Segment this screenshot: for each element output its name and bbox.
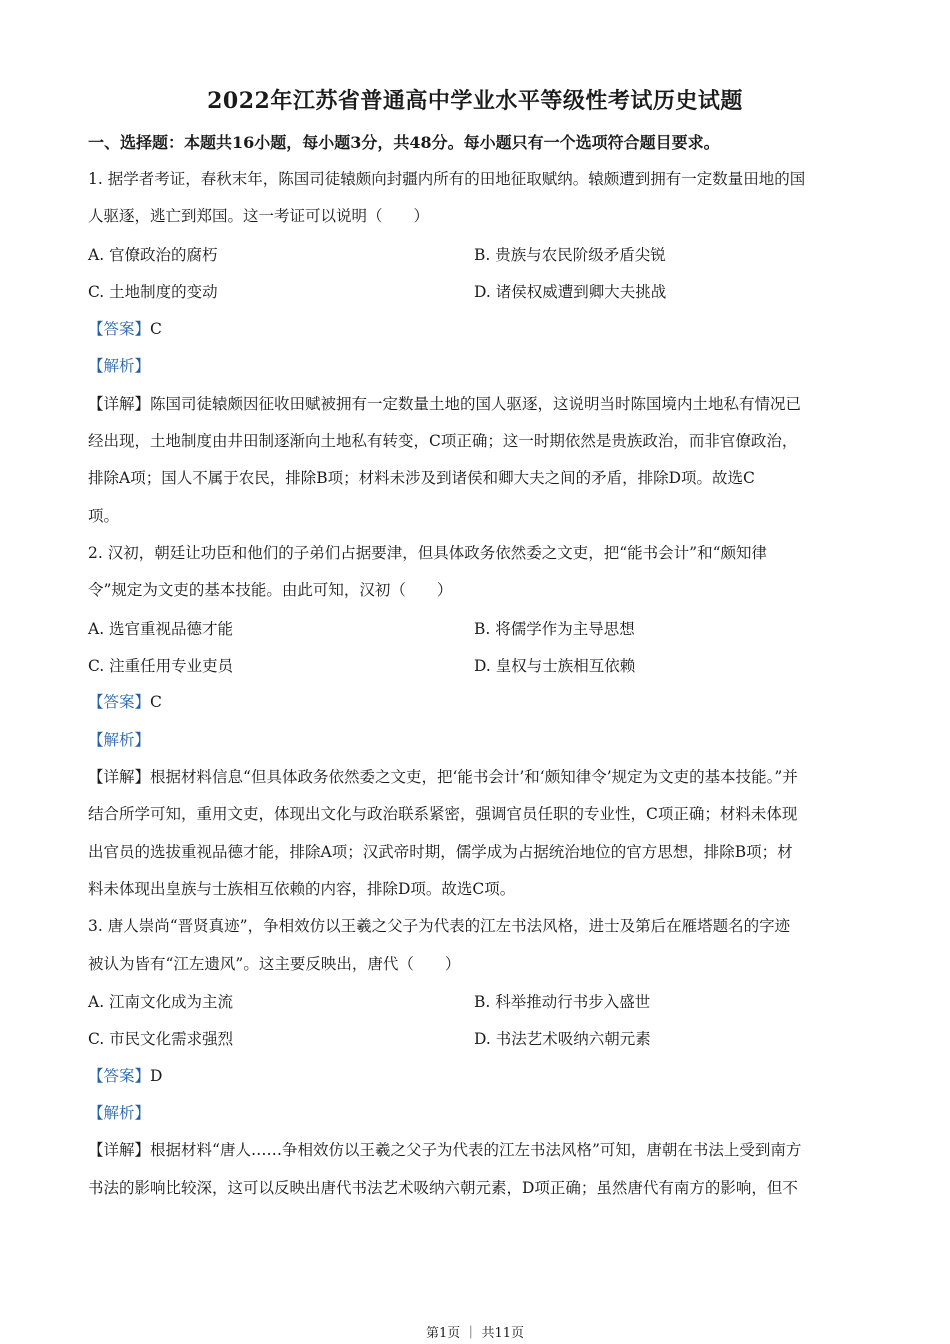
- detail-label: 【详解】: [88, 1141, 151, 1159]
- question-2-option-a: A. 选官重视品德才能: [88, 620, 234, 638]
- question-1-detail-line-2: 经出现，土地制度由井田制逐渐向土地私有转变，C项正确；这一时期依然是贵族政治，而非官僚政治，: [88, 432, 798, 450]
- question-2-stem-line-1: 2. 汉初，朝廷让功臣和他们的子弟们占据要津，但具体政务依然委之文吏，把“能书会计”和“颇知律: [88, 544, 767, 562]
- question-2-analysis-label: [88, 729, 878, 751]
- analysis-label: 【解析】: [88, 731, 151, 749]
- question-3-detail-line-2: 书法的影响比较深，这可以反映出唐代书法艺术吸纳六朝元素，D项正确；虽然唐代有南方的影响，但不: [88, 1179, 798, 1197]
- question-1-option-b: B. 贵族与农民阶级矛盾尖锐: [474, 246, 666, 264]
- question-3-stem-line-1: 3. 唐人崇尚“晋贤真迹”，争相效仿以王羲之父子为代表的江左书法风格，进士及第后在雁塔题名的字迹: [88, 917, 791, 935]
- analysis-label: 【解析】: [88, 1104, 151, 1122]
- question-2-option-b: B. 将儒学作为主导思想: [474, 620, 635, 638]
- question-3-detail-line-1: [88, 1139, 878, 1161]
- question-1-detail-line-4: 项。: [88, 507, 120, 525]
- question-3-option-c: C. 市民文化需求强烈: [88, 1030, 234, 1048]
- detail-text: 根据材料“唐人……争相效仿以王羲之父子为代表的江左书法风格”可知，唐朝在书法上受到南方: [150, 1141, 802, 1159]
- answer-value: D: [150, 1067, 163, 1085]
- question-2-answer: [88, 691, 878, 713]
- question-2-detail-line-1: [88, 766, 878, 788]
- question-1-answer: [88, 318, 878, 340]
- page-footer: 第1页 ｜ 共11页: [425, 1326, 525, 1341]
- question-1-detail-line-1: [88, 393, 878, 415]
- question-1-option-c: C. 土地制度的变动: [88, 283, 218, 301]
- question-1-stem-line-2: 人驱逐，逃亡到郑国。这一考证可以说明（ ）: [88, 207, 430, 225]
- question-1-analysis-label: [88, 355, 878, 377]
- detail-text: 根据材料信息“但具体政务依然委之文吏，把‘能书会计’和‘颇知律令’规定为文吏的基本技能。”并: [150, 768, 798, 786]
- question-1-option-d: D. 诸侯权威遭到卿大夫挑战: [474, 283, 667, 301]
- page-title: 2022年江苏省普通高中学业水平等级性考试历史试题: [207, 88, 743, 114]
- question-1-detail-line-3: 排除A项；国人不属于农民，排除B项；材料未涉及到诸侯和卿大夫之间的矛盾，排除D项。故选C: [88, 469, 755, 487]
- question-2-detail-line-3: 出官员的选拔重视品德才能，排除A项；汉武帝时期，儒学成为占据统治地位的官方思想，排除B项；材: [88, 843, 793, 861]
- question-3-option-a: A. 江南文化成为主流: [88, 993, 234, 1011]
- question-3-analysis-label: [88, 1102, 878, 1124]
- question-2-option-c: C. 注重任用专业吏员: [88, 657, 234, 675]
- answer-value: C: [150, 320, 162, 338]
- question-3-option-b: B. 科举推动行书步入盛世: [474, 993, 651, 1011]
- question-3-stem-line-2: 被认为皆有“江左遗风”。这主要反映出，唐代（ ）: [88, 955, 461, 973]
- question-2-detail-line-2: 结合所学可知，重用文吏，体现出文化与政治联系紧密，强调官员任职的专业性，C项正确；材料未体现: [88, 805, 798, 823]
- answer-label: 【答案】: [88, 320, 151, 338]
- question-3-option-d: D. 书法艺术吸纳六朝元素: [474, 1030, 651, 1048]
- question-3-answer: [88, 1065, 878, 1087]
- detail-text: 陈国司徒辕颇因征收田赋被拥有一定数量土地的国人驱逐，这说明当时陈国境内土地私有情况已: [150, 395, 802, 413]
- question-1-option-a: A. 官僚政治的腐朽: [88, 246, 218, 264]
- question-2-stem-line-2: 令”规定为文吏的基本技能。由此可知，汉初（ ）: [88, 581, 453, 599]
- analysis-label: 【解析】: [88, 357, 151, 375]
- question-2-detail-line-4: 料未体现出皇族与士族相互依赖的内容，排除D项。故选C项。: [88, 880, 516, 898]
- question-1-stem-line-1: 1. 据学者考证，春秋末年，陈国司徒辕颇向封疆内所有的田地征取赋纳。辕颇遭到拥有一定数量田地的国: [88, 170, 806, 188]
- detail-label: 【详解】: [88, 768, 151, 786]
- answer-label: 【答案】: [88, 1067, 151, 1085]
- answer-value: C: [150, 693, 162, 711]
- answer-label: 【答案】: [88, 693, 151, 711]
- detail-label: 【详解】: [88, 395, 151, 413]
- section-heading: 一、选择题：本题共16小题，每小题3分，共48分。每小题只有一个选项符合题目要求。: [88, 133, 720, 152]
- question-2-option-d: D. 皇权与士族相互依赖: [474, 657, 636, 675]
